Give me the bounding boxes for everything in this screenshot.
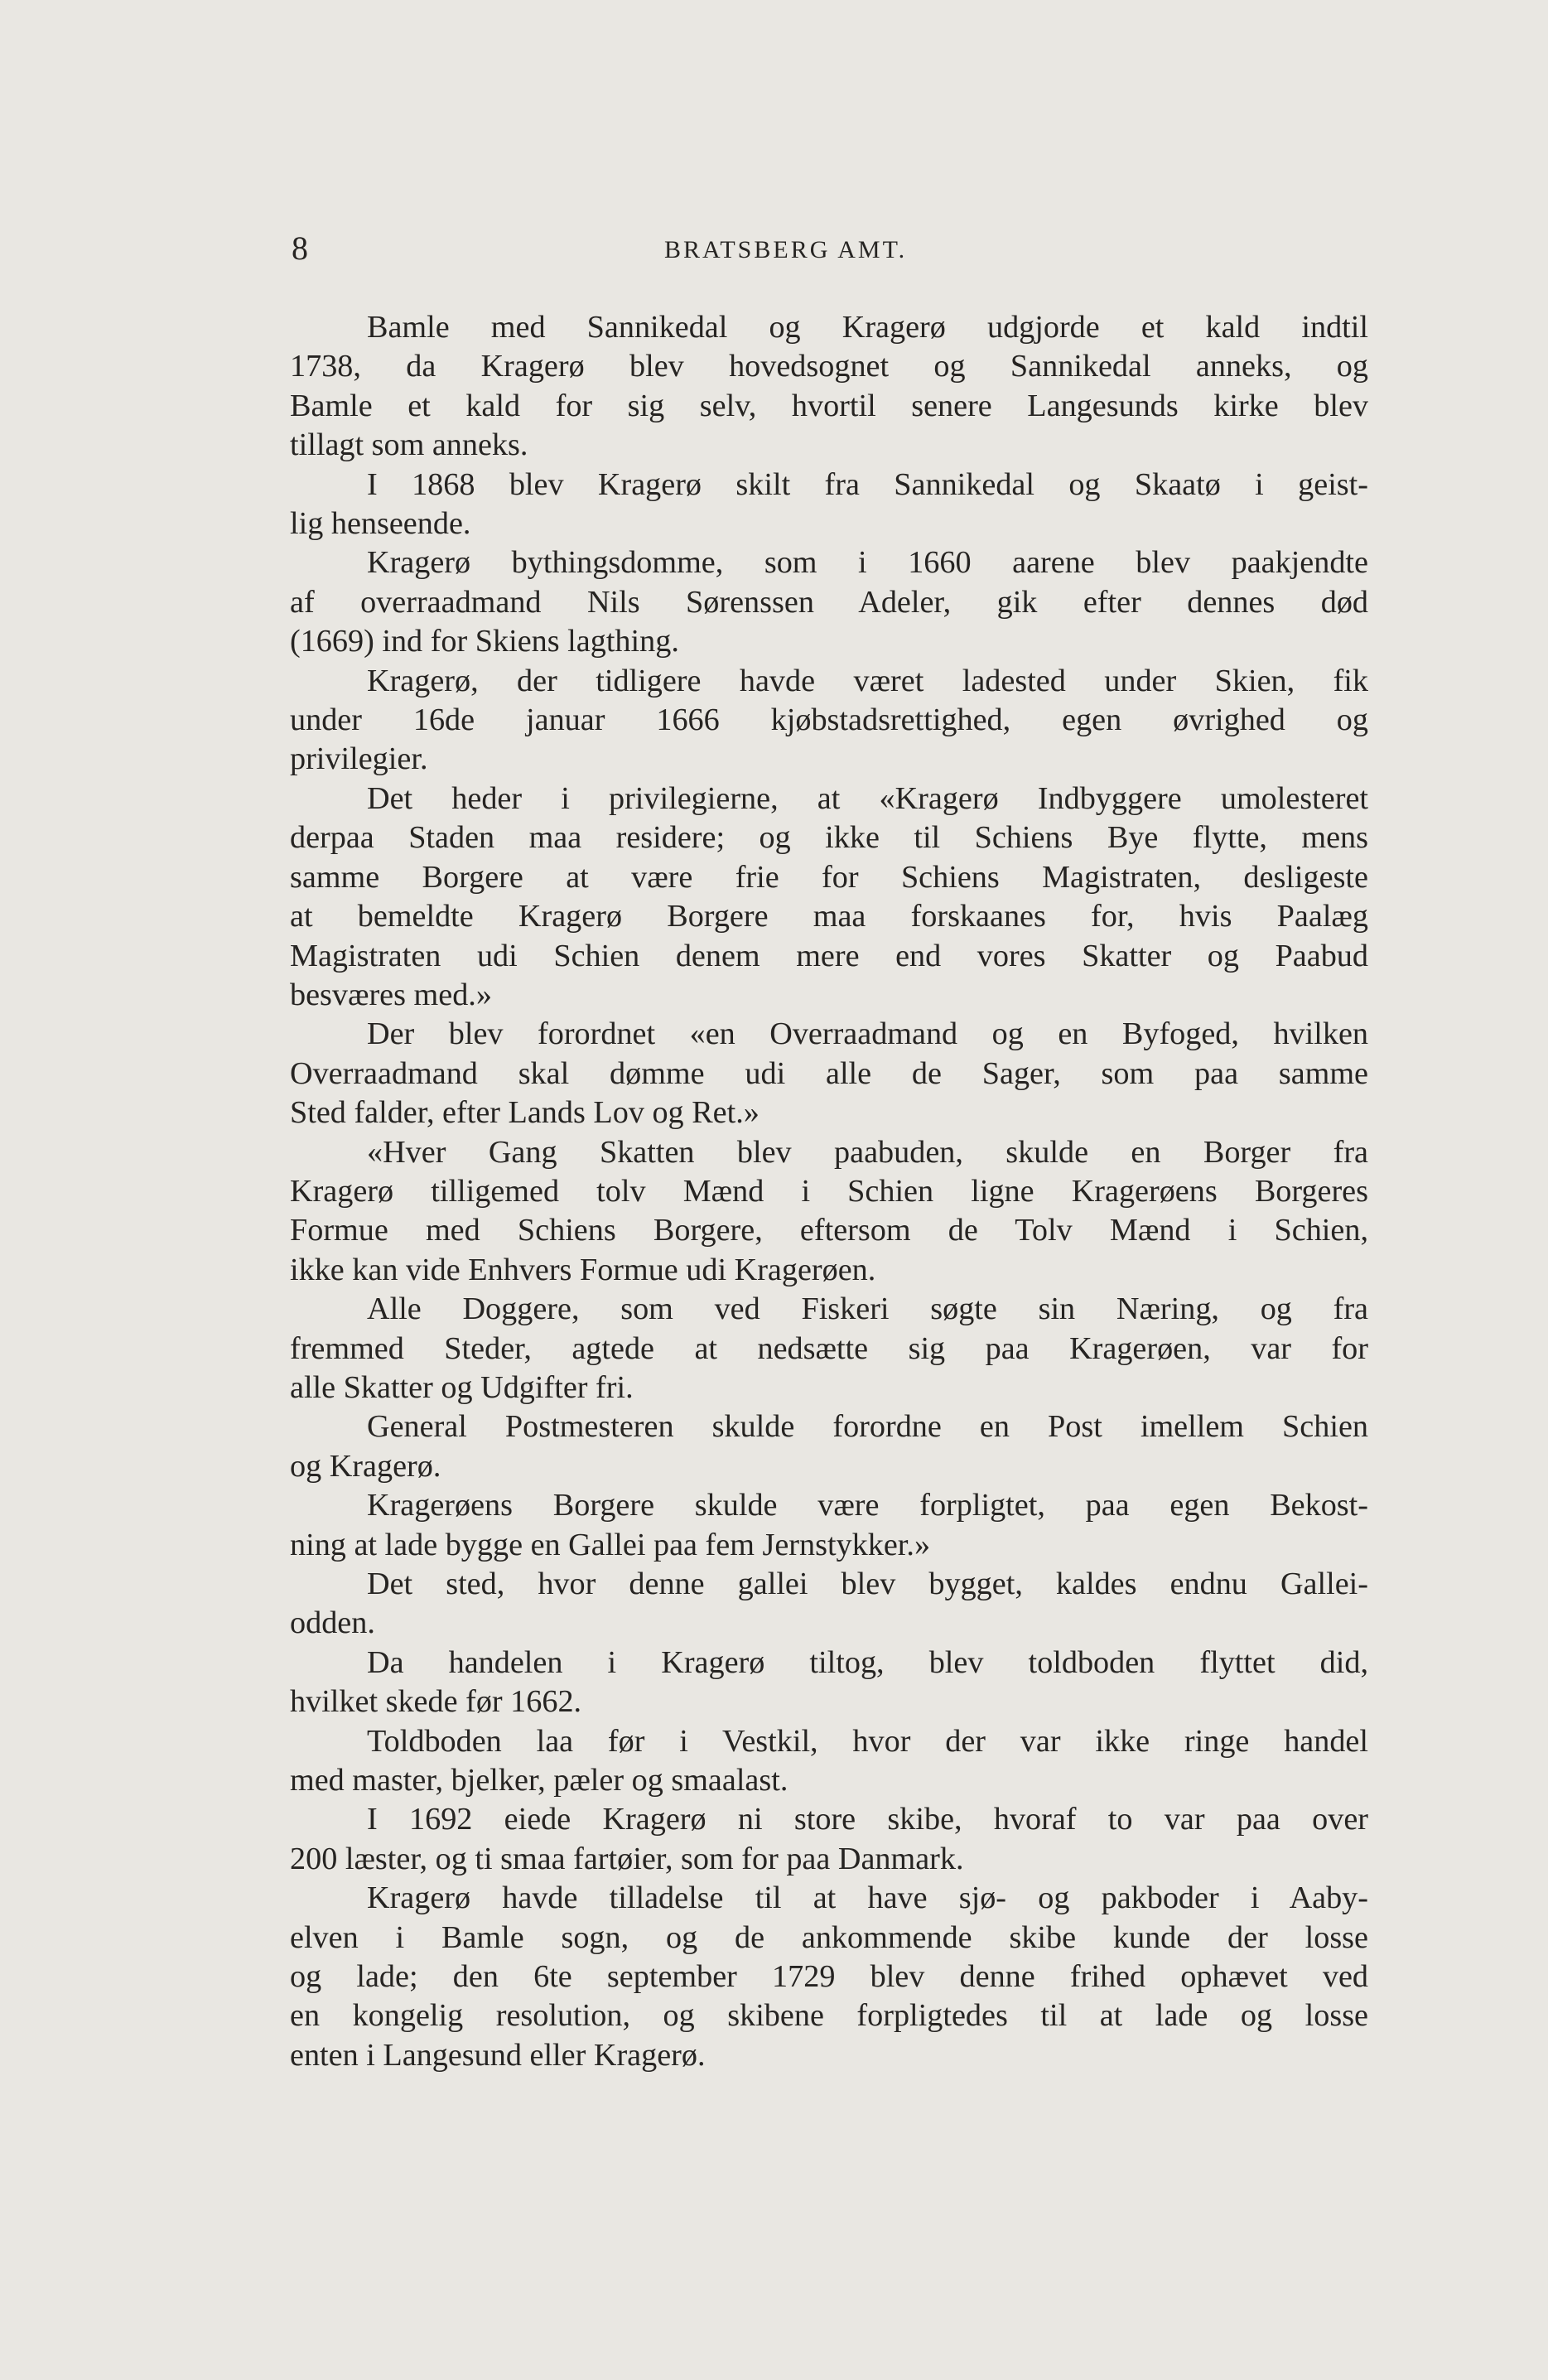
text-line: Bamle med Sannikedal og Kragerø udgjorde et kald indtil <box>367 310 1368 345</box>
text-line: Formue med Schiens Borgere, eftersom de Tolv Mænd i Schien, <box>290 1213 1368 1248</box>
text-line: Bamle et kald for sig selv, hvortil senere Langesunds kirke blev <box>290 388 1368 423</box>
paragraph <box>290 1015 1368 1132</box>
paragraph <box>290 662 1368 780</box>
page-number: 8 <box>292 229 308 267</box>
text-line: (1669) ind for Skiens lagthing. <box>290 624 679 659</box>
text-line: Kragerø, der tidligere havde været ladested under Skien, fik <box>367 663 1368 698</box>
paragraph <box>290 1565 1368 1644</box>
text-line: Alle Doggere, som ved Fiskeri søgte sin Næring, og fra <box>367 1291 1368 1327</box>
text-line: Kragerø havde tilladelse til at have sjø- og pakboder i Aaby- <box>367 1880 1368 1916</box>
text-line: under 16de januar 1666 kjøbstadsrettighed, egen øvrighed og <box>290 702 1368 738</box>
paragraph <box>290 1879 1368 2075</box>
text-line: privilegier. <box>290 741 428 777</box>
paragraph <box>290 308 1368 466</box>
text-line: I 1868 blev Kragerø skilt fra Sannikedal og Skaatø i geist- <box>367 466 1368 502</box>
paragraph <box>290 1486 1368 1565</box>
text-line: fremmed Steder, agtede at nedsætte sig paa Kragerøen, var for <box>290 1330 1368 1366</box>
text-line: Sted falder, efter Lands Lov og Ret.» <box>290 1095 760 1131</box>
text-line: General Postmesteren skulde forordne en Post imellem Schien <box>367 1409 1368 1445</box>
text-line: 200 læster, og ti smaa fartøier, som for paa Danmark. <box>290 1841 964 1876</box>
text-line: Det sted, hvor denne gallei blev bygget, kaldes endnu Gallei- <box>367 1567 1368 1601</box>
paragraph <box>290 780 1368 1015</box>
text-line: enten i Langesund eller Kragerø. <box>290 2037 706 2073</box>
text-line: besværes med.» <box>290 977 492 1012</box>
text-line: elven i Bamle sogn, og de ankommende skibe kunde der losse <box>290 1919 1368 1955</box>
page-header <box>292 228 1368 278</box>
text-line: en kongelig resolution, og skibene forpligtedes til at lade og losse <box>290 1998 1368 2034</box>
text-line: 1738, da Kragerø blev hovedsognet og Sannikedal anneks, og <box>290 349 1368 384</box>
text-line: ning at lade bygge en Gallei paa fem Jernstykker.» <box>290 1527 931 1562</box>
paragraph <box>290 466 1368 544</box>
text-line: Da handelen i Kragerø tiltog, blev toldboden flyttet did, <box>367 1644 1368 1680</box>
text-line: Kragerø tilligemed tolv Mænd i Schien ligne Kragerøens Borgeres <box>290 1173 1368 1209</box>
text-line: ikke kan vide Enhvers Formue udi Kragerøen. <box>290 1252 876 1287</box>
text-line: Magistraten udi Schien denem mere end vores Skatter og Paabud <box>290 938 1368 973</box>
text-line: hvilket skede før 1662. <box>290 1684 582 1720</box>
text-line: Kragerø bythingsdomme, som i 1660 aarene blev paakjendte <box>367 545 1368 581</box>
text-line: Toldboden laa før i Vestkil, hvor der var ikke ringe handel <box>367 1723 1368 1759</box>
text-line: Der blev forordnet «en Overraadmand og en Byfoged, hvilken <box>367 1016 1368 1052</box>
paragraph <box>290 1644 1368 1722</box>
text-line: samme Borgere at være frie for Schiens Magistraten, desligeste <box>290 859 1368 895</box>
text-line: tillagt som anneks. <box>290 427 528 463</box>
body-text <box>290 308 1368 2075</box>
text-line: «Hver Gang Skatten blev paabuden, skulde en Borger fra <box>367 1134 1368 1170</box>
text-line: med master, bjelker, pæler og smaalast. <box>290 1763 788 1798</box>
paragraph <box>290 1722 1368 1801</box>
text-line: at bemeldte Kragerø Borgere maa forskaanes for, hvis Paalæg <box>290 899 1368 934</box>
text-line: og Kragerø. <box>290 1448 441 1484</box>
text-line: og lade; den 6te september 1729 blev denne frihed ophævet ved <box>290 1959 1368 1995</box>
paragraph <box>290 1800 1368 1879</box>
text-line: Det heder i privilegierne, at «Kragerø Indbyggere umolesteret <box>367 780 1368 816</box>
text-line: lig henseende. <box>290 506 471 542</box>
text-line: Kragerøens Borgere skulde være forpligtet, paa egen Bekost- <box>367 1488 1368 1523</box>
paragraph <box>290 1290 1368 1407</box>
text-line: af overraadmand Nils Sørenssen Adeler, gik efter dennes død <box>290 584 1368 620</box>
paragraph <box>290 1407 1368 1486</box>
paragraph <box>290 1133 1368 1291</box>
text-line: alle Skatter og Udgifter fri. <box>290 1369 634 1405</box>
text-line: derpaa Staden maa residere; og ikke til Schiens Bye flytte, mens <box>290 820 1368 856</box>
text-line: I 1692 eiede Kragerø ni store skibe, hvoraf to var paa over <box>367 1802 1368 1837</box>
text-line: odden. <box>290 1605 375 1641</box>
text-line: Overraadmand skal dømme udi alle de Sager, som paa samme <box>290 1055 1368 1091</box>
paragraph <box>290 543 1368 661</box>
running-title: BRATSBERG AMT. <box>664 236 908 263</box>
